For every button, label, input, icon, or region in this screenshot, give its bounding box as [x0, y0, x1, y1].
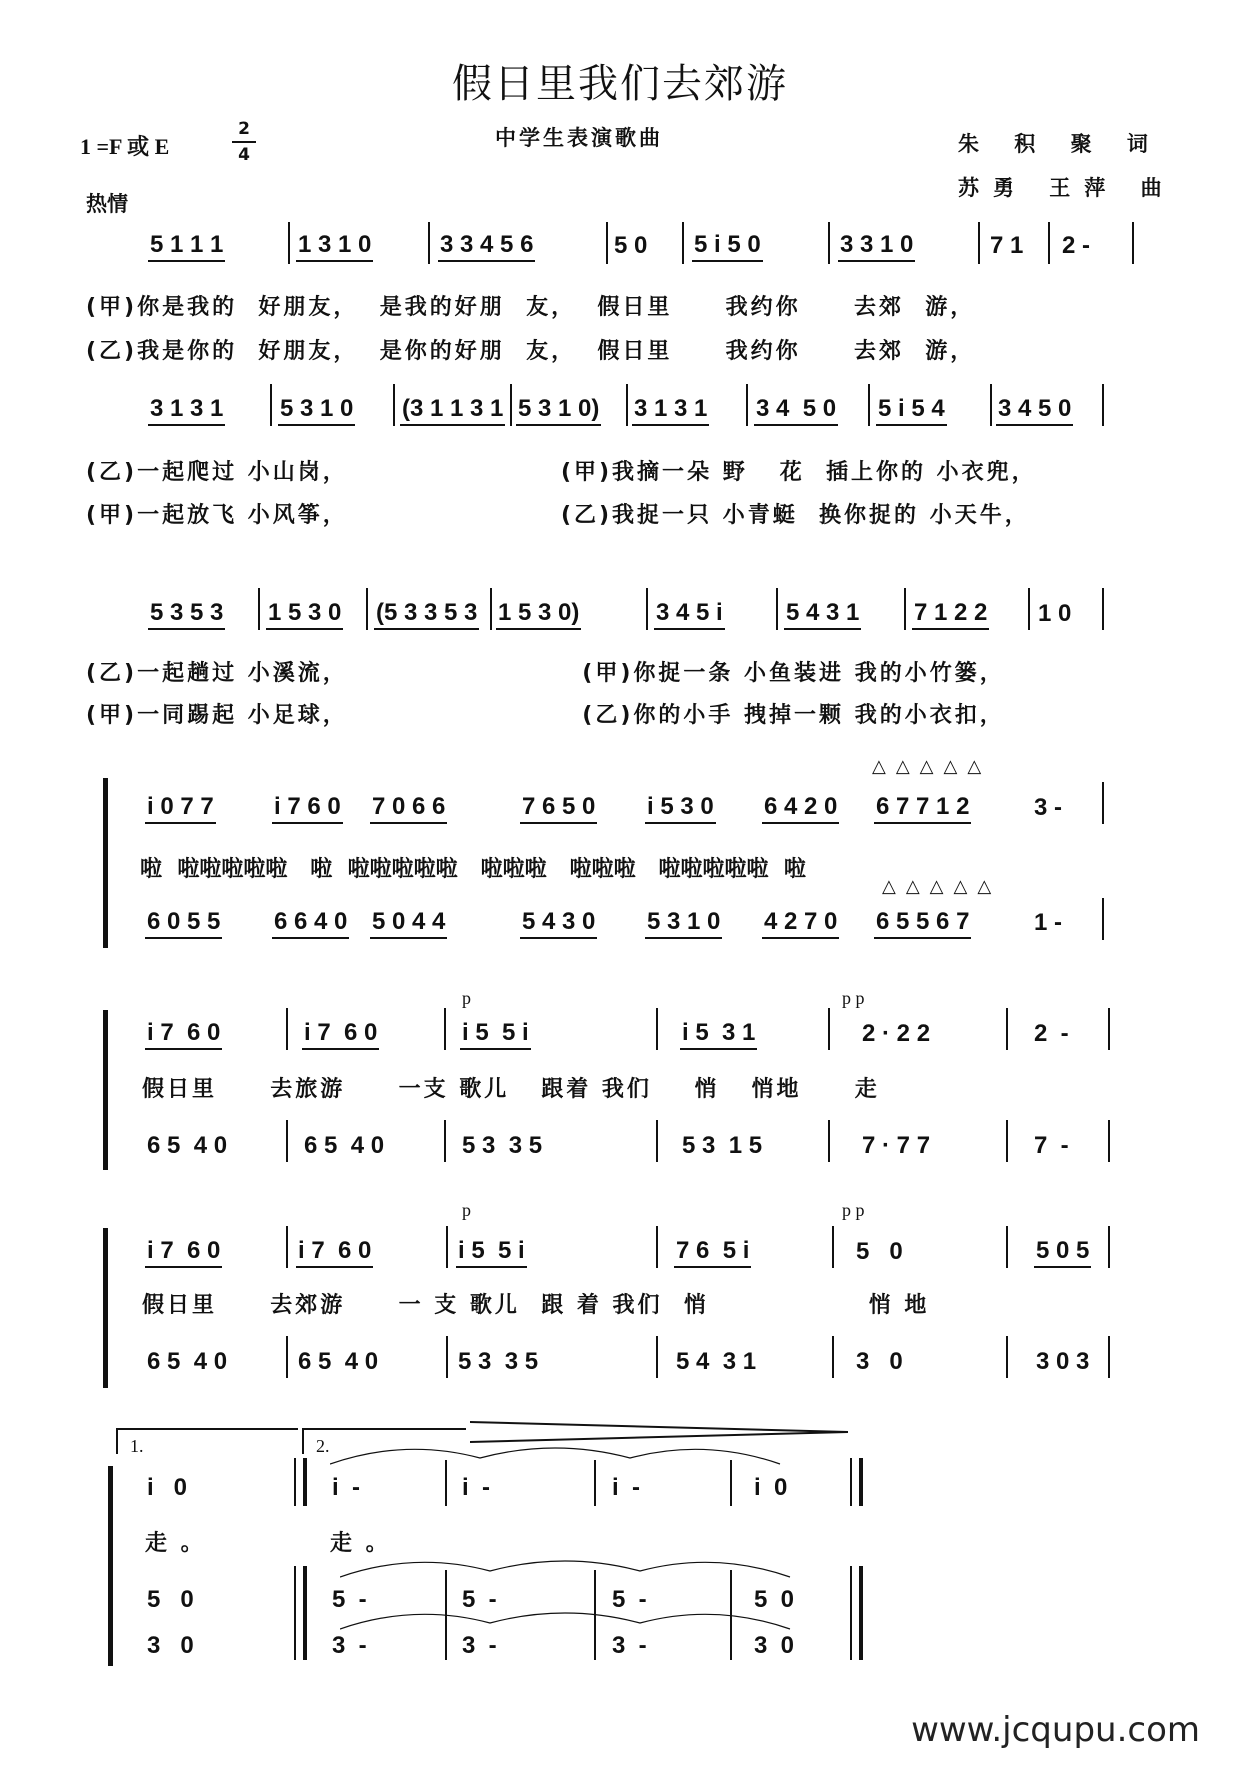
time-sig-top: 2: [238, 119, 250, 139]
upper-measure: [1034, 1234, 1091, 1270]
notes: 1 5 3 0: [266, 598, 343, 630]
notes: 5 3 1 0): [516, 394, 601, 426]
upper-measure: [145, 1470, 189, 1506]
notes: 3 -: [1034, 794, 1063, 821]
notes: 3 3 1 0: [838, 230, 915, 262]
lower-measure: [302, 1128, 386, 1164]
lyric-line-2: (甲)一同踢起 小足球， (乙)你的小手 拽掉一颗 我的小衣扣，: [86, 703, 1005, 728]
upper-measure: [874, 790, 971, 826]
notes: 5 3 5 3: [148, 598, 225, 630]
measure: [400, 392, 505, 428]
notes: 5 i 5 0: [692, 230, 763, 262]
credits: [958, 122, 1176, 210]
notes: i 5 5 i: [460, 1018, 531, 1050]
lyric-ending-1: 走 。: [145, 1531, 206, 1556]
measure: [784, 596, 861, 632]
notes: i 0 7 7: [145, 792, 216, 824]
upper-measure: [272, 790, 343, 826]
notes: 1 3 1 0: [296, 230, 373, 262]
measure: [1060, 228, 1092, 264]
measure: [1036, 596, 1073, 632]
upper-measure: [680, 1016, 757, 1052]
notes: 3 3 4 5 6: [438, 230, 535, 262]
notes: i 7 6 0: [145, 1236, 222, 1268]
lower-measure: [370, 905, 447, 941]
notes: 3 0 3: [1036, 1348, 1090, 1375]
notes: 6 5 4 0: [147, 1132, 228, 1159]
measure: [988, 228, 1025, 264]
lower-measure: [610, 1582, 649, 1618]
upper-measure: [145, 1234, 222, 1270]
notes: 5 0 5: [1034, 1236, 1091, 1268]
notes: 5 0: [147, 1586, 194, 1613]
tie-arcs-upper: [330, 1438, 830, 1468]
lyric-line-1: (乙)一起趟过 小溪流， (甲)你捉一条 小鱼装进 我的小竹篓，: [86, 661, 1005, 686]
upper-measure: [645, 790, 716, 826]
lower-measure: [762, 905, 839, 941]
upper-measure: [610, 1470, 642, 1506]
measure: [912, 596, 989, 632]
notes: 3 -: [612, 1632, 647, 1659]
subtitle: 中学生表演歌曲: [495, 126, 663, 150]
lower-measure: [1032, 1128, 1071, 1164]
repeat-barline-lower: [294, 1566, 307, 1660]
volta-1: 1.: [116, 1428, 298, 1454]
lower-measure: [752, 1628, 796, 1664]
final-barline: [850, 1458, 863, 1506]
measure: [374, 596, 479, 632]
notes: 6 5 4 0: [298, 1348, 379, 1375]
lower-measure: [645, 905, 722, 941]
time-signature: [232, 118, 256, 166]
upper-measure: [330, 1470, 362, 1506]
measure: [754, 392, 838, 428]
notes: 5 -: [332, 1586, 367, 1613]
lyric-line-2: (甲)一起放飞 小风筝， (乙)我捉一只 小青蜓 换你捉的 小天牛，: [86, 503, 1030, 528]
notes: 5 3 1 0: [645, 907, 722, 939]
volta-2: 2.: [302, 1428, 466, 1454]
composer: 苏勇 王萍 曲: [958, 176, 1176, 200]
measure: [278, 392, 355, 428]
upper-measure: [1032, 1016, 1071, 1052]
measure: [654, 596, 725, 632]
notes: 3 4 5 i: [654, 598, 725, 630]
measure: [148, 596, 225, 632]
notes: 1 0: [1038, 600, 1072, 627]
lower-measure: [145, 1128, 229, 1164]
upper-measure: [762, 790, 839, 826]
measure: [516, 392, 601, 428]
notes: 3 4 5 0: [754, 394, 838, 426]
lower-measure: [456, 1344, 540, 1380]
lower-measure: [460, 1582, 499, 1618]
lyric-la: 啦 啦啦啦啦啦 啦 啦啦啦啦啦 啦啦啦 啦啦啦 啦啦啦啦啦 啦: [140, 857, 806, 882]
repeat-barline: [294, 1458, 307, 1506]
measure: [996, 392, 1073, 428]
measure: [692, 228, 763, 264]
lower-measure: [674, 1344, 758, 1380]
lower-measure: [874, 905, 971, 941]
notes: i 0: [754, 1474, 788, 1501]
notes: 5 3 1 5: [682, 1132, 763, 1159]
notes: 3 0: [754, 1632, 795, 1659]
upper-measure: [145, 790, 216, 826]
measure: [438, 228, 535, 264]
upper-measure: [520, 790, 597, 826]
upper-measure: [456, 1234, 527, 1270]
notes: 5 3 3 5: [462, 1132, 543, 1159]
accent-marks-lower: △△△△△: [882, 876, 1002, 897]
notes: 6 5 5 6 7: [874, 907, 971, 939]
measure: [632, 392, 709, 428]
upper-measure: [302, 1016, 379, 1052]
lower-measure: [610, 1628, 649, 1664]
notes: 2 · 2 2: [862, 1020, 931, 1047]
notes: i 7 6 0: [272, 792, 343, 824]
song-title: 假日里我们去郊游: [452, 61, 788, 107]
upper-measure: [1032, 790, 1064, 826]
notes: 3 -: [332, 1632, 367, 1659]
lyric-chorus: 假日里 去郊游 一 支 歌儿 跟 着 我们 悄 悄 地: [142, 1293, 930, 1318]
lyric-line-yi: (乙)我是你的 好朋友， 是你的好朋 友， 假日里 我约你 去郊 游，: [86, 339, 976, 364]
notes: i 7 6 0: [296, 1236, 373, 1268]
notes: 5 3 1 0: [278, 394, 355, 426]
lyric-line-1: (乙)一起爬过 小山岗， (甲)我摘一朵 野 花 插上你的 小衣兜，: [86, 460, 1037, 485]
notes: 6 5 4 0: [147, 1348, 228, 1375]
lower-measure: [145, 1628, 196, 1664]
notes: i -: [612, 1474, 640, 1501]
measure: [876, 392, 947, 428]
notes: i 7 6 0: [302, 1018, 379, 1050]
tempo-marking: 热情: [86, 192, 128, 216]
notes: 5 4 3 0: [520, 907, 597, 939]
lower-measure: [330, 1582, 369, 1618]
lower-measure: [854, 1344, 905, 1380]
notes: i -: [462, 1474, 490, 1501]
notes: 3 0: [147, 1632, 194, 1659]
upper-measure: [296, 1234, 373, 1270]
notes: 5 4 3 1: [676, 1348, 757, 1375]
notes: 1 -: [1034, 909, 1063, 936]
lower-measure: [860, 1128, 932, 1164]
notes: 6 0 5 5: [145, 907, 222, 939]
upper-measure: [674, 1234, 751, 1270]
notes: 4 2 7 0: [762, 907, 839, 939]
dynamic-pp: p p: [842, 988, 865, 1008]
notes: 1 5 3 0): [496, 598, 581, 630]
lower-measure: [145, 1582, 196, 1618]
lower-measure: [752, 1582, 796, 1618]
notes: 3 -: [462, 1632, 497, 1659]
notes: i 0: [147, 1474, 188, 1501]
notes: 6 5 4 0: [304, 1132, 385, 1159]
notes: 2 -: [1034, 1020, 1069, 1047]
notes: 7 0 6 6: [370, 792, 447, 824]
notes: 7 6 5 0: [520, 792, 597, 824]
notes: 5 i 5 4: [876, 394, 947, 426]
notes: 7 · 7 7: [862, 1132, 931, 1159]
upper-measure: [460, 1016, 531, 1052]
notes: 3 1 3 1: [632, 394, 709, 426]
notes: 5 3 3 5: [458, 1348, 539, 1375]
dynamic-p: p: [462, 1200, 471, 1220]
notes: 3 1 3 1: [148, 394, 225, 426]
lyricist: 朱 积 聚 词: [958, 132, 1162, 156]
notes: 2 -: [1062, 232, 1091, 259]
notes: i -: [332, 1474, 360, 1501]
final-barline-lower: [850, 1566, 863, 1660]
notes: (5 3 3 5 3: [374, 598, 479, 630]
dynamic-p: p: [462, 988, 471, 1008]
lower-measure: [272, 905, 349, 941]
notes: i 5 5 i: [456, 1236, 527, 1268]
notes: 7 -: [1034, 1132, 1069, 1159]
notes: 5 -: [612, 1586, 647, 1613]
notes: 3 4 5 0: [996, 394, 1073, 426]
lower-measure: [520, 905, 597, 941]
lyric-ending-2: 走 。: [330, 1531, 391, 1556]
measure: [148, 392, 225, 428]
lower-measure: [1034, 1344, 1091, 1380]
measure: [838, 228, 915, 264]
notes: 5 1 1 1: [148, 230, 225, 262]
accent-marks-upper: △△△△△: [872, 756, 992, 777]
lower-measure: [460, 1628, 499, 1664]
watermark: www.jcqupu.com: [911, 1710, 1200, 1750]
lower-measure: [145, 905, 222, 941]
lower-measure: [680, 1128, 764, 1164]
lyric-line-jia: (甲)你是我的 好朋友， 是我的好朋 友， 假日里 我约你 去郊 游，: [86, 295, 976, 320]
upper-measure: [370, 790, 447, 826]
upper-measure: [752, 1470, 789, 1506]
lower-measure: [330, 1628, 369, 1664]
measure: [148, 228, 225, 264]
upper-measure: [145, 1016, 222, 1052]
notes: 3 0: [856, 1348, 903, 1375]
notes: 5 4 3 1: [784, 598, 861, 630]
notes: 5 -: [462, 1586, 497, 1613]
notes: 5 0: [614, 232, 648, 259]
notes: 7 1 2 2: [912, 598, 989, 630]
notes: 6 4 2 0: [762, 792, 839, 824]
measure: [612, 228, 649, 264]
notes: 5 0: [856, 1238, 903, 1265]
notes: 5 0 4 4: [370, 907, 447, 939]
lower-measure: [1032, 905, 1064, 941]
notes: i 5 3 1: [680, 1018, 757, 1050]
notes: i 5 3 0: [645, 792, 716, 824]
notes: 6 6 4 0: [272, 907, 349, 939]
upper-measure: [860, 1016, 932, 1052]
lower-measure: [460, 1128, 544, 1164]
notes: 7 1: [990, 232, 1024, 259]
notes: (3 1 1 3 1: [400, 394, 505, 426]
measure: [496, 596, 581, 632]
dynamic-pp: p p: [842, 1200, 865, 1220]
notes: 5 0: [754, 1586, 795, 1613]
lower-measure: [145, 1344, 229, 1380]
notes: 6 7 7 1 2: [874, 792, 971, 824]
lower-measure: [296, 1344, 380, 1380]
notes: i 7 6 0: [145, 1018, 222, 1050]
measure: [266, 596, 343, 632]
notes: 7 6 5 i: [674, 1236, 751, 1268]
upper-measure: [854, 1234, 905, 1270]
upper-measure: [460, 1470, 492, 1506]
measure: [296, 228, 373, 264]
key-signature: 1 =F 或 E: [80, 134, 170, 159]
time-sig-bottom: 4: [238, 145, 250, 165]
lyric-chorus: 假日里 去旅游 一支 歌儿 跟着 我们 悄 悄地 走: [142, 1077, 880, 1102]
